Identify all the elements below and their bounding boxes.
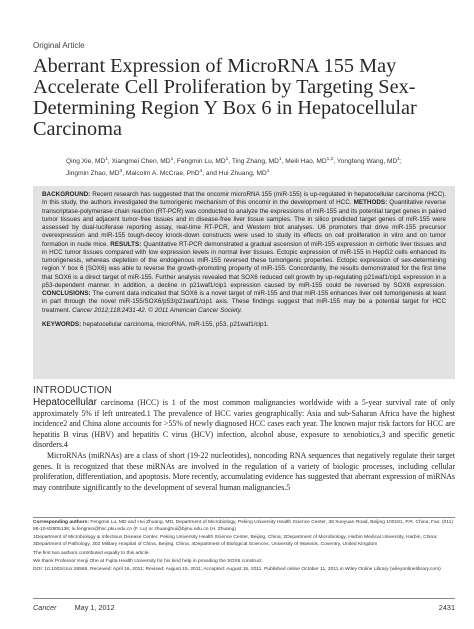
abstract-conclusions: The current data indicated that SOX6 is a novel target of miR-155 and that miR-155 enhances liver cell tumorigenesis at least in part through the novel miR-155/SOX6/p53/p21waf1/cip1 axis. These findings suggest that miR-155 may be a potential target for HCC treatment. bbox=[42, 290, 447, 314]
author-affiliation-mark: 4 bbox=[199, 169, 203, 175]
page-number: 2431 bbox=[438, 603, 455, 612]
introduction-body bbox=[33, 398, 455, 493]
corresponding-label: Corresponding authors: bbox=[33, 520, 89, 525]
author: Ting Zhang, MD bbox=[231, 158, 279, 166]
author-affiliation-mark: 1 bbox=[278, 157, 282, 162]
abstract-background: Recent research has suggested that the oncomir microRNA 155 (miR-155) is up-regulated in hepatocellular carcinoma (HCC). In this study, the authors investigated the tumorigenic mechanism of this oncomir in the development of HCC. bbox=[42, 191, 446, 207]
author: Qing Xie, MD bbox=[66, 158, 106, 166]
abstract-results: Quantitative RT-PCR demonstrated a gradual ascension of miR-155 expression in cirrhotic liver tissues and in HCC tumor tissues compared with low expression levels in normal liver tissues. Ectopic expression of miR-155 in HepG2 cells enhanced its tumorigenesis, whereas depletion of the endogenous miR-155 reversed these tumorigenic properties. Ectopic expression of sex-determining region Y box 6 (SOX6) was able to reverse the growth-promoting property of miR-155. Concordantly, the results demonstrated for the first time that SOX6 is a direct target of miR-155. Further analysis revealed that SOX6 reduced cell growth by up-regulating p21waf1/cip1 expression in a p53-dependent manner. In addition, a decline in p21waf1/cip1 expression caused by miR-155 could be reversed by SOX6 expression. bbox=[42, 240, 447, 289]
introduction-heading: INTRODUCTION bbox=[33, 385, 113, 396]
corresponding-author-note bbox=[33, 520, 455, 534]
article-title: Aberrant Expression of MicroRNA 155 May Accelerate Cell Proliferation by Targeting Sex-Determining Region Y Box 6 in Hepatocellular Carcinoma bbox=[33, 55, 417, 140]
acknowledgment-note: We thank Professor Kenji Ohe at Fujita Health University for his kind help in providing the SOX6 construct. bbox=[33, 559, 263, 565]
abstract-text bbox=[42, 191, 446, 315]
author-affiliation-mark: 3 bbox=[119, 169, 123, 175]
abstract-box bbox=[33, 186, 455, 379]
abstract-results-label: RESULTS: bbox=[110, 240, 142, 248]
author-list: Qing Xie, $MD^1$, Xiangmei Chen, $MD^1$, Fengmin Lu, $MD^1$, Ting Zhang, $MD^1$, Meili Hao, MD$^{1,2}$, Yongfeng Wang, $MD^1$; Jingmin Zhao, $MD^3$, Malcolm A. McCrae, PhD$^4$, and Hui Zhuang, $MD^1$ bbox=[66, 157, 402, 178]
page-footer-left bbox=[33, 603, 115, 612]
author: Meili Hao, MD bbox=[285, 158, 327, 166]
author-affiliation-mark: 1 bbox=[105, 157, 108, 162]
doi-line: DOI: 10.1002/cncr.26566, Received: April 16, 2011; Revised: August 15, 2011; Accepted: August 15, 2011, Published online October 11, 2011 in Wiley Online Library (wileyonlinelibrary.com) bbox=[33, 567, 441, 573]
footnotes bbox=[33, 520, 455, 576]
keywords-list: hepatocellular carcinoma, microRNA, miR-155, p53, p21waf1/cip1. bbox=[82, 320, 269, 328]
footer-divider bbox=[33, 598, 455, 599]
author-affiliation-mark: 1 bbox=[397, 157, 400, 162]
author-affiliation-mark: 1,2 bbox=[326, 157, 334, 162]
abstract-methods: Quantitative reverse transcriptase-polymerase chain reaction (RT-PCR) was conducted to analyze the expressions of miR-155 and its potential target genes in paired tumor tissues and adjacent tumor-free tissues and in disease-free liver tissue samples. The in silico predicted target genes of miR-155 were assessed by dual-luciferase reporting assay, real-time RT-PCR, and Western blot analyses. U6 promoters that drive miR-155 precursor overexpression and miR-155 tough-decoy knock-down constructs were used to study its effects on cell proliferation in vitro and on tumor formation in nude mice. bbox=[42, 199, 446, 248]
affiliations-note: 1Department of Microbiology & Infectious Disease Center, Peking University Health Science Center, Beijing, China; 2Department of Microbiology, Harbin Medical University, Harbin, China; 3Department of Pathology, 302 Military Hospital of China, Beijing, China; 4Department of Biological Sciences, University of Warwick, Coventry, United Kingdom bbox=[33, 535, 438, 548]
abstract-conclusions-label: CONCLUSIONS: bbox=[42, 290, 91, 297]
journal-name: Cancer bbox=[33, 603, 57, 612]
issue-date: May 1, 2012 bbox=[74, 603, 115, 612]
introduction-lead-word: Hepatocellular bbox=[33, 397, 97, 408]
introduction-paragraph-1: carcinoma (HCC) is 1 of the most common malignancies worldwide with a 5-year survival rate of only approximately 5% if left untreated.1 The prevalence of HCC varies geographically: Asia and sub-Saharan Africa have the highest incidence2 and China alone accounts for >55% of newly diagnosed HCC cases each year. The known major risk factors for HCC are hepatitis B virus (HBV) and hepatitis C virus (HCV) infection, alcohol abuse, exposure to xenobiotics,3 and specific genetic disorders.4 bbox=[33, 398, 455, 450]
author-affiliation-mark: 1 bbox=[170, 157, 174, 162]
abstract-background-label: BACKGROUND: bbox=[42, 191, 91, 198]
article-type-label: Original Article bbox=[33, 41, 85, 50]
equal-contribution-note: The first two authors contributed equally to this article. bbox=[33, 550, 150, 556]
author: Jingmin Zhao, MD bbox=[66, 170, 120, 178]
keywords bbox=[42, 321, 446, 329]
abstract-methods-label: METHODS: bbox=[353, 199, 388, 207]
author: and Hui Zhuang, MD bbox=[205, 170, 267, 178]
keywords-label: KEYWORDS: bbox=[42, 320, 82, 328]
author: Fengmin Lu, MD bbox=[176, 158, 226, 166]
author: Yongfeng Wang, MD bbox=[336, 158, 398, 166]
corresponding-text: Fengmin Lu, MD and Hui Zhuang, MD, Department of Microbiology, Peking University Health Science Center, 38 Xueyuan Road, Beijing 100191, P.R. China; Fax: (011) 86-10-82805136; lu.fengmin@hsc.pku.edu.cn (F. Lu) or zhuanghui@bjmu.edu.cn (H. Zhuang) bbox=[33, 520, 453, 532]
abstract-citation: Cancer 2012;118:2431-42. © 2011 American Cancer Society. bbox=[72, 306, 243, 314]
author: Xiangmei Chen, MD bbox=[111, 158, 171, 166]
author: Malcolm A. McCrae, PhD bbox=[125, 170, 200, 178]
author-affiliation-mark: 1 bbox=[225, 157, 229, 162]
introduction-paragraph-2: MicroRNAs (miRNAs) are a class of short (19-22 nucleotides), noncoding RNA sequences that negatively regulate their target genes. It is recognized that these miRNAs are involved in the regulation of a variety of biologic processes, including cellular proliferation, differentiation, and apoptosis. More recently, accumulating evidence has suggested that aberrant expression of miRNAs may contribute significantly to the development of several human malignancies.5 bbox=[33, 450, 455, 492]
introduction-paragraph bbox=[33, 398, 455, 451]
author-affiliation-mark: 1 bbox=[266, 169, 270, 175]
footnote-divider bbox=[33, 517, 455, 518]
